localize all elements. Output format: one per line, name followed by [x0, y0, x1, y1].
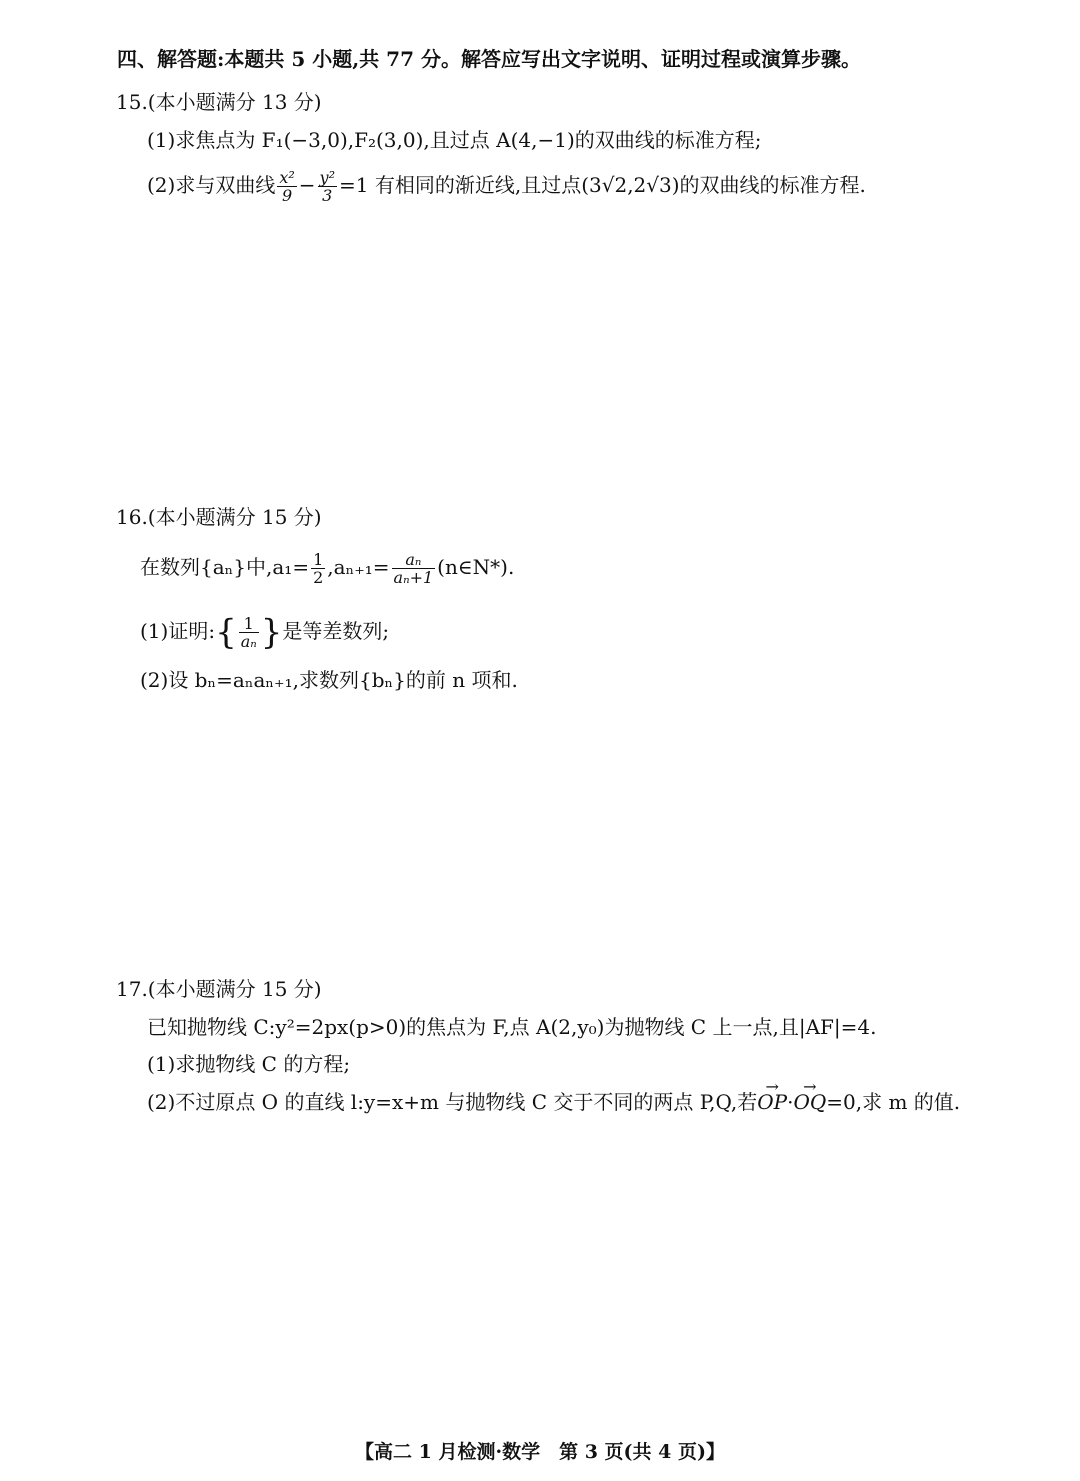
q15-fraction-x	[277, 169, 296, 204]
q16-title: 16.(本小题满分 15 分)	[116, 505, 322, 529]
fraction-numerator: y²	[319, 168, 335, 187]
q16-part1	[140, 612, 390, 653]
q17-part2-text-b: =0,求 m 的值.	[826, 1090, 961, 1114]
q16-fraction-recurrence	[392, 551, 436, 586]
fraction-denominator: aₙ	[240, 632, 257, 651]
fraction-denominator: 2	[313, 568, 324, 587]
left-brace: {	[215, 612, 237, 653]
fraction-denominator: 3	[322, 186, 333, 205]
q15-part2-text-a: (2)求与双曲线	[147, 173, 276, 197]
fraction-denominator: 9	[281, 186, 293, 205]
q16-part1-text-b: 是等差数列;	[282, 619, 390, 643]
fraction-numerator: x²	[279, 168, 295, 187]
q15-title: 15.(本小题满分 13 分)	[116, 90, 322, 114]
right-brace: }	[260, 612, 283, 653]
q16-fraction-reciprocal	[239, 615, 259, 650]
q17-part2-text-a: (2)不过原点 O 的直线 l:y=x+m 与抛物线 C 交于不同的两点 P,Q,若	[147, 1090, 758, 1114]
fraction-numerator: 1	[239, 615, 259, 633]
page-footer: 【高二 1 月检测·数学 第 3 页(共 4 页)】	[355, 1441, 725, 1463]
q15-fraction-y	[318, 169, 337, 204]
q15-part2	[147, 169, 866, 204]
q15-part1: (1)求焦点为 F₁(−3,0),F₂(3,0),且过点 A(4,−1)的双曲线的标准方程;	[147, 128, 762, 152]
vector-oq: → OQ	[793, 1088, 826, 1116]
dot-operator: ·	[787, 1090, 794, 1114]
q16-part2: (2)设 bₙ=aₙaₙ₊₁,求数列{bₙ}的前 n 项和.	[140, 668, 518, 692]
q15-minus: −	[298, 173, 316, 197]
q16-stem-text-c: (n∈N*).	[437, 555, 515, 579]
q17-stem: 已知抛物线 C:y²=2px(p>0)的焦点为 F,点 A(2,y₀)为抛物线 C 上一点,且|AF|=4.	[147, 1015, 877, 1039]
q15-part2-text-b: =1 有相同的渐近线,且过点(3√2,2√3)的双曲线的标准方程.	[339, 173, 866, 197]
vector-op: → OP	[757, 1088, 787, 1116]
q16-stem-text-b: ,aₙ₊₁=	[327, 555, 390, 579]
fraction-numerator: aₙ	[392, 551, 436, 569]
section-header: 四、解答题:本题共 5 小题,共 77 分。解答应写出文字说明、证明过程或演算步骤。	[117, 47, 861, 71]
q17-part2	[147, 1088, 960, 1116]
q16-stem-text-a: 在数列{aₙ}中,a₁=	[140, 555, 310, 579]
q17-title: 17.(本小题满分 15 分)	[116, 977, 322, 1001]
q17-part1: (1)求抛物线 C 的方程;	[147, 1052, 351, 1076]
fraction-denominator: aₙ+1	[393, 568, 434, 587]
q16-stem	[140, 551, 514, 586]
q16-part1-text-a: (1)证明:	[140, 619, 216, 643]
q16-fraction-half	[311, 551, 325, 586]
fraction-numerator: 1	[313, 550, 324, 569]
